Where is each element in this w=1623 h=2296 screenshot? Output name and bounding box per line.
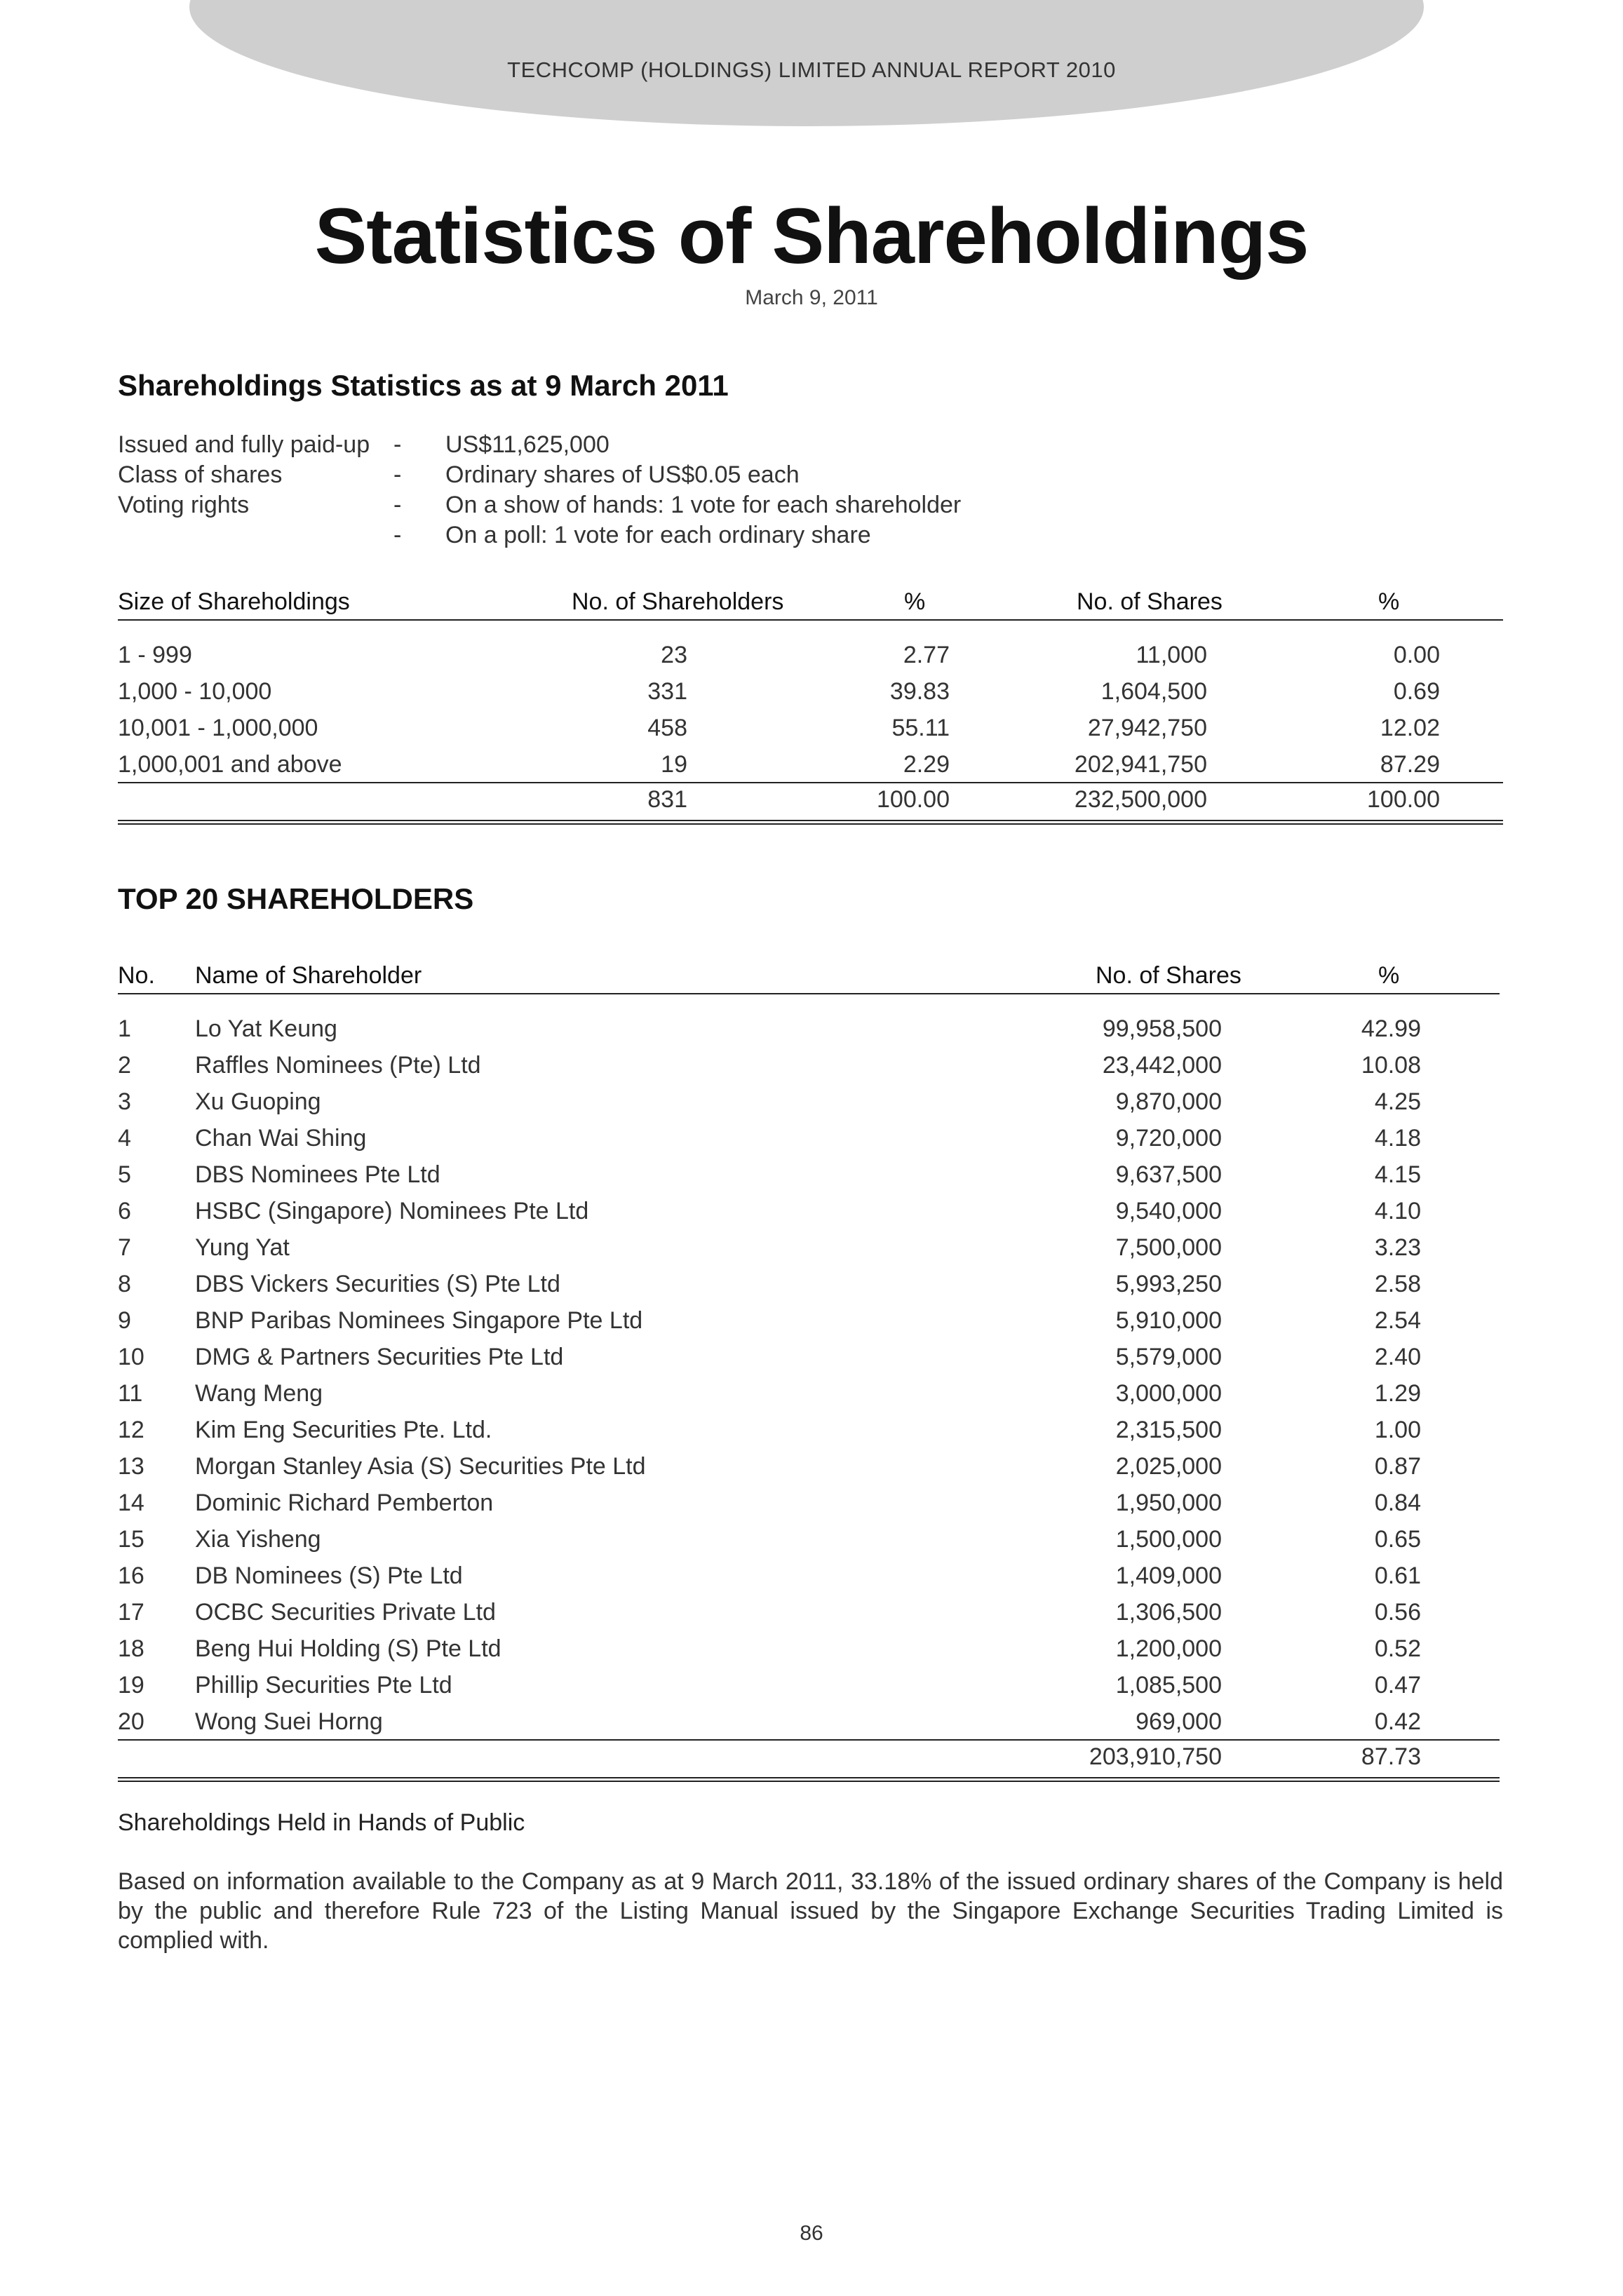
table-cell: 18 [118,1635,144,1662]
table-cell: 0.52 [1374,1635,1421,1662]
shareholder-row [118,1010,1500,1046]
table-cell: BNP Paribas Nominees Singapore Pte Ltd [195,1307,643,1334]
table-cell: 9,540,000 [1115,1198,1222,1224]
table-cell: 2.40 [1374,1344,1421,1370]
table-cell: Xu Guoping [195,1088,321,1115]
spacer [118,994,1500,1010]
table-cell: 9,870,000 [1115,1088,1222,1115]
table-cell: 3,000,000 [1115,1380,1222,1407]
info-label: Class of shares [118,461,283,488]
table-cell: 3 [118,1088,131,1115]
column-header: Size of Shareholdings [118,588,350,615]
page-date: March 9, 2011 [745,286,878,309]
total-cell: 232,500,000 [1074,786,1207,813]
table-cell: 23 [661,642,687,668]
table-cell: 5 [118,1161,131,1188]
info-dash: - [393,492,402,518]
top20-table-header [118,959,1500,994]
table-cell: 2,025,000 [1115,1453,1222,1480]
info-value: Ordinary shares of US$0.05 each [445,461,800,488]
info-label: Issued and fully paid-up [118,431,370,458]
table-row [118,745,1503,782]
table-cell: 0.65 [1374,1526,1421,1553]
table-cell: 2.77 [903,642,950,668]
total-cell: 831 [647,786,687,813]
table-cell: 9,637,500 [1115,1161,1222,1188]
shareholder-row [118,1119,1500,1156]
column-header: No. of Shareholders [572,588,784,615]
column-header: Name of Shareholder [195,962,422,989]
shareholder-row [118,1447,1500,1484]
table-cell: Morgan Stanley Asia (S) Securities Pte Ltd [195,1453,646,1480]
column-header: No. [118,962,155,989]
info-label: Voting rights [118,492,250,518]
table-cell: 202,941,750 [1074,751,1207,778]
table-cell: 458 [647,715,687,741]
table-cell: 19 [661,751,687,778]
table-cell: 1 [118,1015,131,1042]
table-cell: 5,910,000 [1115,1307,1222,1334]
shareholder-row [118,1265,1500,1302]
public-shareholding-paragraph: Based on information available to the Company as at 9 March 2011, 33.18% of the issued ordinary shares of the Company is held by the public and therefore Rule 723 of the Listing Manual issued by the Singapore Exchange Securities Trading Limited is complied with. [118,1868,1503,1954]
info-value: On a poll: 1 vote for each ordinary share [445,522,871,548]
info-dash: - [393,461,402,488]
table-cell: 1,604,500 [1100,678,1207,705]
column-header: % [904,588,926,615]
table-cell: 2.29 [903,751,950,778]
size-of-shareholdings-table [118,586,1503,825]
table-cell: Wong Suei Horng [195,1708,383,1735]
size-table-total-row [118,782,1503,825]
table-row [118,709,1503,745]
shareholder-row [118,1229,1500,1265]
column-header: % [1378,588,1400,615]
table-cell: Wang Meng [195,1380,323,1407]
table-cell: 1,950,000 [1115,1490,1222,1516]
table-cell: 0.61 [1374,1562,1421,1589]
table-cell: 5,993,250 [1115,1271,1222,1297]
table-cell: Lo Yat Keung [195,1015,337,1042]
table-cell: 4.10 [1374,1198,1421,1224]
table-cell: Raffles Nominees (Pte) Ltd [195,1052,481,1079]
total-cell: 203,910,750 [1089,1743,1222,1770]
table-cell: 7,500,000 [1115,1234,1222,1261]
table-cell: 0.42 [1374,1708,1421,1735]
stats-heading: Shareholdings Statistics as at 9 March 2011 [118,369,729,402]
shareholder-row [118,1338,1500,1375]
table-row [118,636,1503,673]
table-cell: 0.84 [1374,1490,1421,1516]
table-cell: 2.58 [1374,1271,1421,1297]
table-cell: DBS Nominees Pte Ltd [195,1161,440,1188]
table-cell: 16 [118,1562,144,1589]
top20-total-row [118,1739,1500,1782]
table-cell: Kim Eng Securities Pte. Ltd. [195,1417,492,1443]
table-cell: 969,000 [1136,1708,1222,1735]
table-cell: Dominic Richard Pemberton [195,1490,494,1516]
table-cell: 13 [118,1453,144,1480]
table-cell: 87.29 [1380,751,1440,778]
table-cell: 17 [118,1599,144,1626]
table-cell: 1,000,001 and above [118,751,342,778]
page-number: 86 [800,2222,823,2245]
shareholder-row [118,1046,1500,1083]
table-cell: 14 [118,1490,144,1516]
table-cell: Xia Yisheng [195,1526,321,1553]
top20-table [118,959,1500,1782]
table-cell: 10.08 [1361,1052,1421,1079]
table-cell: 2 [118,1052,131,1079]
total-cell: 100.00 [1367,786,1440,813]
table-cell: 4.18 [1374,1125,1421,1152]
shareholder-row [118,1375,1500,1411]
table-cell: 6 [118,1198,131,1224]
spacer [118,621,1503,636]
table-cell: 99,958,500 [1102,1015,1222,1042]
table-cell: 9,720,000 [1115,1125,1222,1152]
table-cell: 55.11 [891,715,950,741]
info-dash: - [393,431,402,458]
table-cell: 0.69 [1393,678,1440,705]
top20-heading: TOP 20 SHAREHOLDERS [118,882,474,915]
table-cell: DBS Vickers Securities (S) Pte Ltd [195,1271,560,1297]
column-header: No. of Shares [1077,588,1223,615]
table-cell: 11,000 [1136,642,1207,668]
page-title: Statistics of Shareholdings [314,192,1309,280]
info-dash: - [393,522,402,548]
table-cell: 0.56 [1374,1599,1421,1626]
table-cell: 1,409,000 [1115,1562,1222,1589]
column-header: No. of Shares [1096,962,1241,989]
shareholder-row [118,1703,1500,1739]
shareholder-row [118,1192,1500,1229]
table-cell: 0.87 [1374,1453,1421,1480]
table-cell: 8 [118,1271,131,1297]
column-header: % [1378,962,1400,989]
table-cell: 39.83 [889,678,950,705]
table-cell: DB Nominees (S) Pte Ltd [195,1562,463,1589]
table-cell: 0.47 [1374,1672,1421,1699]
table-cell: 1.29 [1374,1380,1421,1407]
shareholder-row [118,1302,1500,1338]
shareholder-row [118,1484,1500,1520]
shareholder-row [118,1557,1500,1593]
table-cell: 1,306,500 [1115,1599,1222,1626]
table-cell: Chan Wai Shing [195,1125,367,1152]
table-cell: 9 [118,1307,131,1334]
table-cell: 1,085,500 [1115,1672,1222,1699]
table-cell: 15 [118,1526,144,1553]
table-cell: 12.02 [1380,715,1440,741]
table-cell: 27,942,750 [1087,715,1207,741]
info-value: On a show of hands: 1 vote for each shareholder [445,492,962,518]
table-cell: 1,200,000 [1115,1635,1222,1662]
table-cell: Beng Hui Holding (S) Pte Ltd [195,1635,501,1662]
table-cell: 4 [118,1125,131,1152]
table-row [118,673,1503,709]
table-cell: 10,001 - 1,000,000 [118,715,318,741]
table-cell: 1,000 - 10,000 [118,678,272,705]
table-cell: 1 - 999 [118,642,192,668]
shareholder-row [118,1666,1500,1703]
table-cell: 1,500,000 [1115,1526,1222,1553]
shareholder-row [118,1520,1500,1557]
table-cell: 42.99 [1361,1015,1421,1042]
table-cell: 20 [118,1708,144,1735]
table-cell: 2,315,500 [1115,1417,1222,1443]
table-cell: 3.23 [1374,1234,1421,1261]
shareholder-row [118,1630,1500,1666]
table-cell: HSBC (Singapore) Nominees Pte Ltd [195,1198,589,1224]
table-cell: Yung Yat [195,1234,290,1261]
table-cell: 331 [647,678,687,705]
table-cell: 4.25 [1374,1088,1421,1115]
table-cell: 7 [118,1234,131,1261]
table-cell: 10 [118,1344,144,1370]
table-cell: 4.15 [1374,1161,1421,1188]
info-value: US$11,625,000 [445,431,610,458]
size-table-header [118,586,1503,621]
total-cell: 100.00 [877,786,950,813]
total-cell: 87.73 [1361,1743,1421,1770]
shareholder-row [118,1593,1500,1630]
table-cell: 11 [118,1380,143,1407]
table-cell: Phillip Securities Pte Ltd [195,1672,452,1699]
table-cell: 19 [118,1672,144,1699]
report-header-title: TECHCOMP (HOLDINGS) LIMITED ANNUAL REPORT 2010 [507,58,1116,82]
public-shareholding-heading: Shareholdings Held in Hands of Public [118,1809,525,1836]
table-cell: DMG & Partners Securities Pte Ltd [195,1344,564,1370]
shareholder-row [118,1156,1500,1192]
table-cell: 1.00 [1374,1417,1421,1443]
table-cell: 23,442,000 [1102,1052,1222,1079]
shareholder-row [118,1083,1500,1119]
table-cell: 0.00 [1393,642,1440,668]
table-cell: 12 [118,1417,144,1443]
table-cell: OCBC Securities Private Ltd [195,1599,496,1626]
table-cell: 2.54 [1374,1307,1421,1334]
table-cell: 5,579,000 [1115,1344,1222,1370]
shareholder-row [118,1411,1500,1447]
